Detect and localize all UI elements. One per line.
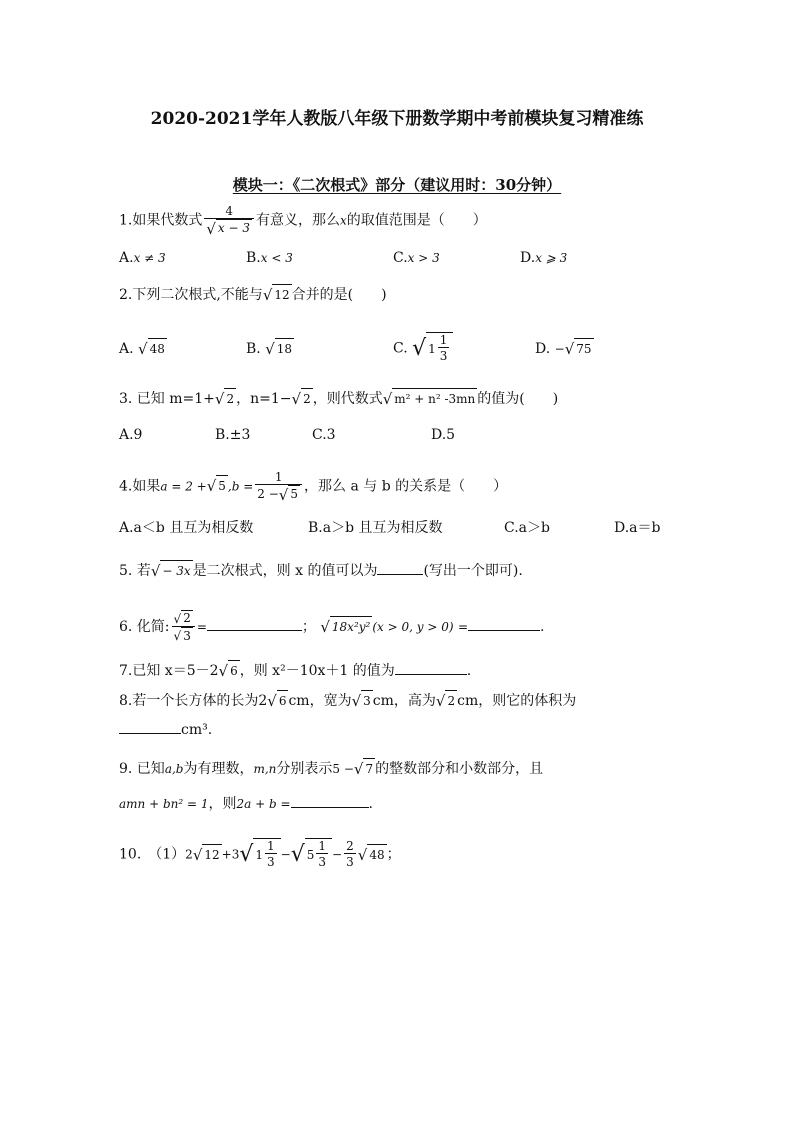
question-4: 4.如果a = 2 +√ 5 ,b = $\frac{1}{2 -√ 5}$ ，那么 a 与 b 的关系是（ ） [119,470,508,504]
sqrt-icon: √ [290,841,305,867]
sqrt-icon: √ [138,340,148,358]
q1-option-b: B.x < 3 [246,250,293,266]
module-heading [0,174,794,195]
sqrt-icon: √ [265,340,275,358]
q2-option-b: B. √ 18 [246,340,293,358]
question-5: 5. 若√ − 3x 是二次根式，则 x 的值可以为 (写出一个即可). [119,562,523,580]
sqrt-icon: √ [262,286,273,304]
sqrt-icon: √ [382,390,393,408]
sqrt-icon: √ [278,485,289,504]
q6-answer-blank-1[interactable] [207,630,302,631]
q4-fraction: $\frac{1}{2 -√ 5}$ [255,470,302,503]
q2-text-post: 合并的是( ) [291,287,387,303]
q6-answer-blank-2[interactable] [468,630,540,631]
q10-radicand-3: 5 $\frac{1}{3}$ [305,838,332,870]
q1-option-c: C.x > 3 [393,250,440,266]
sqrt-icon: √ [192,845,203,864]
q2-option-c: C. √ 1 $\frac{1}{3}$ [393,332,453,364]
sqrt-icon: √ [267,692,277,710]
sqrt-icon: √ [412,335,427,361]
sqrt-icon: √ [320,618,330,636]
q3-option-b: B.±3 [215,427,251,443]
question-7: 7.已知 x＝5－2√ 6 ，则 x²－10x＋1 的值为 . [119,662,472,680]
question-8: 8.若一个长方体的长为2√ 6 cm，宽为√ 3 cm，高为√ 2 cm，则它的体积为 [119,692,577,710]
q4-option-b: B.a＞b 且互为相反数 [308,520,443,536]
question-1 [119,204,487,237]
q2-text-pre: 2.下列二次根式,不能与 [119,287,263,303]
q1-option-a: A.x ≠ 3 [119,250,166,266]
sqrt-icon: √ [173,629,182,643]
question-6: 6. 化简: $\frac{√ 2}{√ 3}$ = ； √ 18x²y² (x > 0, y > 0) = . [119,611,545,643]
q3-text-pre: 3. 已知 m=1+ [119,391,215,407]
sqrt-icon: √ [351,692,362,710]
q1-radicand: x − 3 [217,221,251,235]
question-10: 10. （1）2√ 12 +3√ 1 $\frac{1}{3}$ −√ 5 $\frac{1}{3}$ − $\frac{2}{3}$ √ 48 ； [119,839,401,869]
sqrt-icon: √ [218,662,229,680]
sqrt-icon: √ [357,845,368,864]
sqrt-icon: √ [173,611,182,626]
q2-option-d: D. −√ 75 [535,340,592,358]
question-3: 3. 已知 m=1+√ 2 ，n=1−√ 2 ，则代数式√ m² + n² -3mn 的值为( ) [119,390,559,408]
q4-option-a: A.a＜b 且互为相反数 [119,520,254,536]
question-8-line-2: cm³. [119,720,212,740]
q2-option-a: A. √ 48 [119,340,165,358]
q1-variable: x [340,213,347,228]
module-heading-text: 模块一：《二次根式》部分（建议用时：30分钟） [232,176,562,194]
question-2 [119,284,387,305]
q10-radicand-2: 1 $\frac{1}{3}$ [253,838,280,870]
q4-option-c: C.a＞b [504,520,550,536]
q1-fraction [204,204,254,237]
question-9-line-2: amn + bn² = 1，则2a + b = . [119,796,373,812]
q1-option-d: D.x ⩾ 3 [520,250,568,266]
q1-text-pre: 1.如果代数式 [119,212,203,229]
q1-text-mid: 有意义，那么 [256,212,341,229]
sqrt-icon: √ [206,219,216,238]
page-title: 2020-2021学年人教版八年级下册数学期中考前模块复习精准练 [150,109,644,129]
sqrt-icon: √ [150,562,161,580]
q3-radicand: m² + n² -3mn [392,388,477,409]
sqrt-icon: √ [435,692,446,710]
q7-answer-blank[interactable] [395,674,467,675]
question-9: 9. 已知a,b为有理数，m,n分别表示5 −√ 7 的整数部分和小数部分，且 [119,760,544,778]
q3-option-c: C.3 [312,427,336,443]
sqrt-icon: √ [353,760,364,778]
q10-fraction: $\frac{2}{3}$ [346,839,354,869]
q9-answer-blank[interactable] [291,807,369,808]
q3-option-a: A.9 [119,427,143,443]
sqrt-icon: √ [564,340,575,358]
q2-radicand: 12 [272,284,291,305]
q8-answer-blank[interactable] [119,733,181,734]
q4-option-d: D.a＝b [614,520,661,536]
sqrt-icon: √ [291,390,302,408]
sqrt-icon: √ [214,390,225,408]
q5-answer-blank[interactable] [377,574,423,575]
q1-numerator: 4 [225,204,233,218]
q3-option-d: D.5 [431,427,456,443]
q1-text-post: 的取值范围是（ ） [346,212,487,229]
sqrt-icon: √ [239,841,254,867]
q6-fraction: $\frac{√ 2}{√ 3}$ [172,610,195,644]
sqrt-icon: √ [206,477,217,496]
